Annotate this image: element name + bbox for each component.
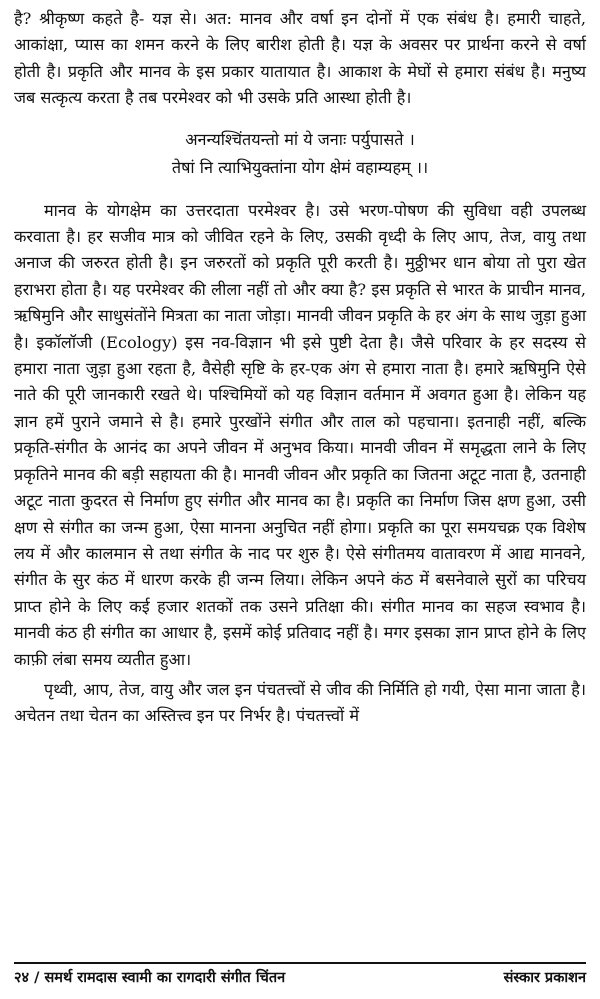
footer-page-and-title: २४ / समर्थ रामदास स्वामी का रागदारी संगीत चिंतन — [14, 970, 286, 986]
footer-publisher: संस्कार प्रकाशन — [503, 970, 586, 986]
sanskrit-verse — [14, 126, 586, 182]
verse-line-1: अनन्यश्चिंतयन्तो मां ये जनाः पर्युपासते । — [185, 129, 415, 149]
paragraph-panchatattva: पृथ्वी, आप, तेज, वायु और जल इन पंचतत्त्वों से जीव की निर्मिति हो गयी, ऐसा माना जाता है। अचेतन तथा चेतन का अस्तित्त्व इन पर निर्भर है। पंचतत्त्वों में — [14, 679, 586, 726]
paragraph-yogakshema: मानव के योगक्षेम का उत्तरदाता परमेश्वर है। उसे भरण-पोषण की सुविधा वही उपलब्ध करवाता है। हर सजीव मात्र को जीवित रहने के लिए, उसकी वृध्दी के लिए आप, तेज, वायु तथा अनाज की जरुरत होती है। इन जरुरतों को प्रकृति पूरी करती है। मुठ्ठीभर धान बोया तो पुरा खेत हराभरा होता है। यह परमेश्वर की लीला नहीं तो और क्या है? इस प्रकृति से भारत के प्राचीन मानव, ऋषिमुनि और साधुसंतोंने मित्रता का नाता जोड़ा। मानवी जीवन प्रकृति के हर अंग के साथ जुड़ा हुआ है। इकॉलॉजी (Ecology) इस नव-विज्ञान भी इसे पुष्टी देता है। जैसे परिवार के हर सदस्य से हमारा नाता जुड़ा हुआ रहता है, वैसेही सृष्टि के हर-एक अंग से हमारा नाता है। हमारे ऋषिमुनि ऐसे नाते की पूरी जानकारी रखते थे। पश्चिमियों को यह विज्ञान वर्तमान में अवगत हुआ है। लेकिन यह ज्ञान हमें पुराने जमाने से है। हमारे पुरखोंने संगीत और ताल को पहचाना। इतनाही नहीं, बल्कि प्रकृति-संगीत के आनंद का अपने जीवन में अनुभव किया। मानवी जीवन में समृद्धता लाने के लिए प्रकृतिने मानव की बड़ी सहायता की है। मानवी जीवन और प्रकृति का जितना अटूट नाता है, उतनाही अटूट नाता कुदरत से निर्माण हुए संगीत और मानव का है। प्रकृति का निर्माण जिस क्षण हुआ, उसी क्षण से संगीत का जन्म हुआ, ऐसा मानना अनुचित नहीं होगा। प्रकृति का पूरा समयचक्र एक विशेष लय में और कालमान से तथा संगीत के नाद पर शुरु है। ऐसे संगीतमय वातावरण में आद्य मानवने, संगीत के सुर कंठ में धारण करके ही जन्म लिया। लेकिन अपने कंठ में बसनेवाले सुरों का परिचय प्राप्त होने के लिए कई हजार शतकों तक उसने प्रतिक्षा की। संगीत मानव का सहज स्वभाव है। मानवी कंठ ही संगीत का आधार है, इसमें कोई प्रतिवाद नहीं है। मगर इसका ज्ञान प्राप्त होने के लिए काफ़ी लंबा समय व्यतीत हुआ। — [14, 200, 586, 669]
paragraph-opening: है? श्रीकृष्ण कहते है- यज्ञ से। अत: मानव और वर्षा इन दोनों में एक संबंध है। हमारी चाहते, आकांक्षा, प्यास का शमन करने के लिए बारीश होती है। यज्ञ के अवसर पर प्रार्थना करने से वर्षा होती है। प्रकृति और मानव के इस प्रकार यातायात है। आकाश के मेघों से हमारा संबंध है। मनुष्य जब सत्कृत्य करता है तब परमेश्वर को भी उसके प्रति आस्था होती है। — [14, 9, 586, 108]
verse-line-2: तेषां नि त्याभियुक्तांना योग क्षेमं वहाम्यहम् ।। — [171, 157, 429, 177]
page-footer — [14, 962, 586, 990]
